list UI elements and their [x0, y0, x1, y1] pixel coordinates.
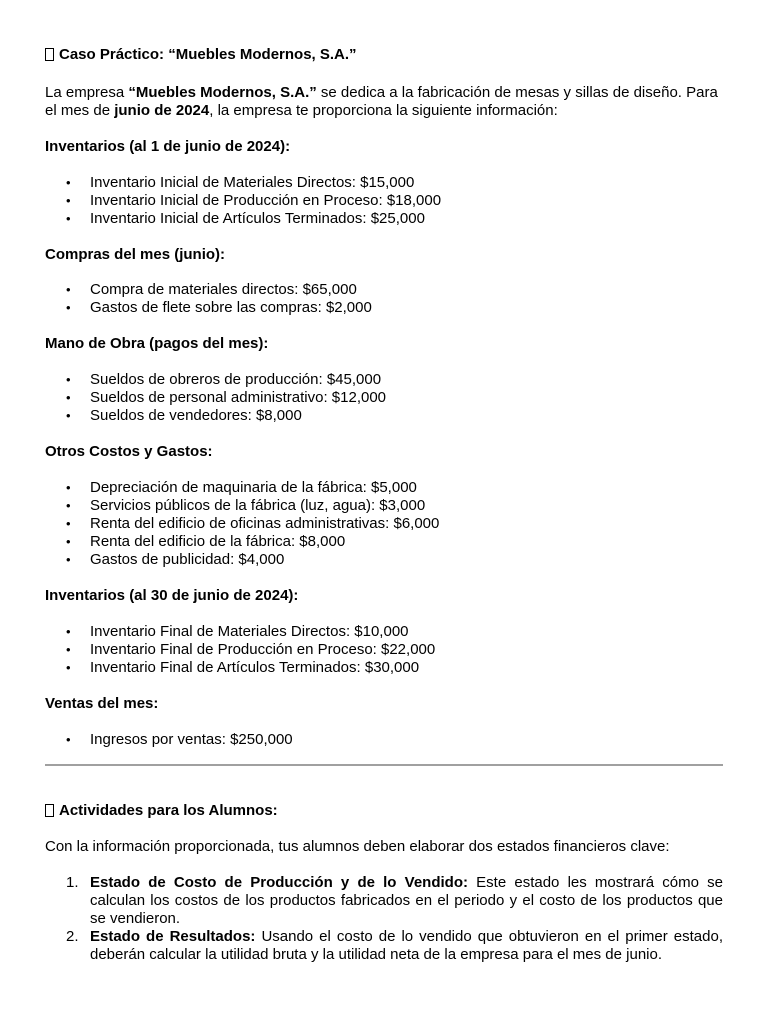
list-item: • Inventario Final de Artículos Terminados: $30,000	[90, 659, 419, 677]
list-item: • Inventario Inicial de Producción en Proceso: $18,000	[90, 192, 441, 210]
case-title	[45, 46, 357, 64]
ordered-item-title: Estado de Costo de Producción y de lo Vendido:	[90, 874, 468, 891]
ordered-item-number: 1.	[66, 874, 79, 891]
missing-glyph-icon	[45, 48, 54, 61]
ordered-item	[90, 874, 723, 928]
ordered-item-text: Usando el costo de lo vendido que obtuvieron en el primer estado, deberán calcular la utilidad bruta y la utilidad neta de la empresa para el mes de junio.	[90, 928, 723, 963]
activities-intro: Con la información proporcionada, tus alumnos deben elaborar dos estados financieros clave:	[45, 838, 670, 855]
intro-text: La empresa	[45, 84, 129, 101]
intro-line-2	[45, 102, 723, 120]
list-item: • Sueldos de personal administrativo: $12,000	[90, 389, 386, 407]
list-item: • Inventario Inicial de Artículos Terminados: $25,000	[90, 210, 425, 228]
list-item: • Servicios públicos de la fábrica (luz, agua): $3,000	[90, 497, 425, 515]
section-heading: Otros Costos y Gastos:	[45, 443, 213, 460]
list-item: • Inventario Final de Producción en Proceso: $22,000	[90, 641, 435, 659]
ordered-item-number: 2.	[66, 928, 79, 945]
intro-text: se dedica a la fabricación de mesas y sillas de diseño. Para	[316, 84, 718, 101]
intro-text: el mes de	[45, 102, 115, 119]
list-item: • Inventario Final de Materiales Directos: $10,000	[90, 623, 409, 641]
section-heading: Compras del mes (junio):	[45, 246, 226, 263]
list-item: • Renta del edificio de oficinas administrativas: $6,000	[90, 515, 439, 533]
ordered-item	[90, 928, 723, 964]
list-item: • Inventario Inicial de Materiales Directos: $15,000	[90, 174, 414, 192]
intro-paragraph	[45, 84, 723, 120]
section-heading: Ventas del mes:	[45, 695, 159, 712]
list-item: • Ingresos por ventas: $250,000	[90, 731, 293, 749]
case-title-text: Caso Práctico: “Muebles Modernos, S.A.”	[59, 46, 357, 63]
section-heading: Inventarios (al 30 de junio de 2024):	[45, 587, 299, 604]
list-item: • Compra de materiales directos: $65,000	[90, 281, 357, 299]
ordered-item-text: Este estado les mostrará cómo se calculan los costos de los productos fabricados en el periodo y el costo de los productos que se vendieron.	[90, 874, 723, 927]
list-item: • Renta del edificio de la fábrica: $8,000	[90, 533, 345, 551]
intro-text: , la empresa te proporciona la siguiente información:	[209, 102, 558, 119]
list-item: • Gastos de flete sobre las compras: $2,000	[90, 299, 372, 317]
ordered-item-title: Estado de Resultados:	[90, 928, 256, 945]
period-label: junio de 2024	[114, 102, 210, 119]
activities-heading	[45, 802, 278, 820]
section-divider	[45, 764, 723, 766]
intro-line-1	[45, 84, 723, 102]
list-item: • Sueldos de vendedores: $8,000	[90, 407, 302, 425]
section-heading: Mano de Obra (pagos del mes):	[45, 335, 269, 352]
activities-heading-text: Actividades para los Alumnos:	[59, 802, 278, 819]
section-heading: Inventarios (al 1 de junio de 2024):	[45, 138, 291, 155]
list-item: • Gastos de publicidad: $4,000	[90, 551, 284, 569]
company-name: “Muebles Modernos, S.A.”	[128, 84, 317, 101]
list-item: • Sueldos de obreros de producción: $45,000	[90, 371, 381, 389]
missing-glyph-icon	[45, 804, 54, 817]
list-item: • Depreciación de maquinaria de la fábrica: $5,000	[90, 479, 417, 497]
